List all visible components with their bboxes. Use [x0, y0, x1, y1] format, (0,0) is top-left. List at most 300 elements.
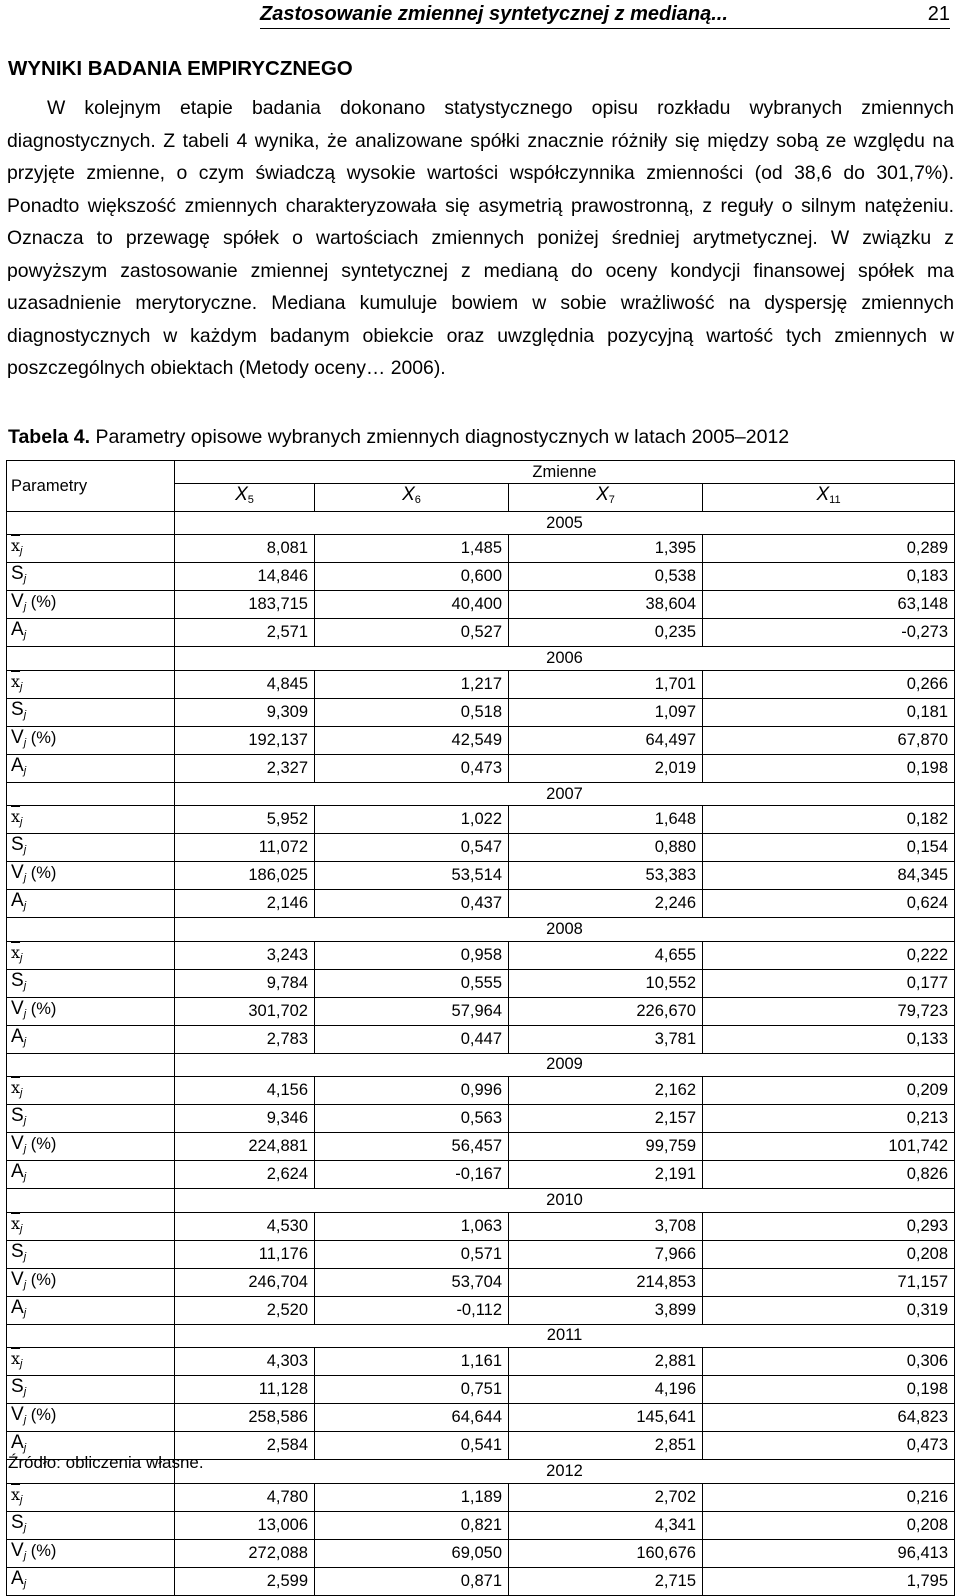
value-cell: 10,552 [509, 969, 703, 997]
table-row [7, 1376, 955, 1404]
param-subscript: j [23, 708, 27, 721]
param-suffix: (%) [26, 1406, 57, 1425]
param-subscript: j [23, 1521, 27, 1534]
value-cell: 2,584 [175, 1432, 315, 1460]
value-cell: 0,182 [703, 806, 955, 834]
param-cell-cv [7, 1133, 175, 1161]
param-subscript: j [23, 844, 27, 857]
param-symbol: A [11, 1025, 24, 1047]
param-subscript: j [20, 545, 23, 558]
param-subscript: j [20, 1493, 23, 1506]
value-cell: 79,723 [703, 997, 955, 1025]
value-cell: 0,198 [703, 1376, 955, 1404]
param-cell-mean [7, 1212, 175, 1240]
year-spacer [7, 1053, 175, 1076]
param-cell-cv [7, 1539, 175, 1567]
value-cell: -0,112 [315, 1296, 509, 1324]
value-cell: 4,156 [175, 1077, 315, 1105]
value-cell: 1,022 [315, 806, 509, 834]
value-cell: 38,604 [509, 591, 703, 619]
param-cell-cv [7, 591, 175, 619]
value-cell: 0,527 [315, 619, 509, 647]
param-subscript: j [20, 1087, 23, 1100]
value-cell: 0,133 [703, 1025, 955, 1053]
value-cell: -0,167 [315, 1161, 509, 1189]
running-title: Zastosowanie zmiennej syntetycznej z medianą... [260, 3, 728, 25]
param-subscript: j [23, 736, 27, 749]
column-subscript: 5 [247, 494, 254, 506]
table-header-row [7, 461, 955, 484]
table-row [7, 941, 955, 969]
param-symbol: S [11, 834, 24, 856]
param-symbol: $\overline{x}$ [11, 1349, 21, 1369]
param-cell-sd [7, 1376, 175, 1404]
year-row [7, 1324, 955, 1347]
param-cell-mean [7, 1348, 175, 1376]
value-cell: 0,473 [703, 1432, 955, 1460]
param-symbol: S [11, 1105, 24, 1127]
value-cell: 0,624 [703, 890, 955, 918]
year-row [7, 782, 955, 805]
param-symbol: V [11, 1404, 24, 1426]
running-header [260, 0, 950, 29]
param-symbol: V [11, 591, 24, 613]
value-cell: 67,870 [703, 726, 955, 754]
value-cell: 192,137 [175, 726, 315, 754]
value-cell: 9,309 [175, 698, 315, 726]
value-cell: 84,345 [703, 862, 955, 890]
column-symbol: X [235, 484, 248, 505]
value-cell: 0,958 [315, 941, 509, 969]
value-cell: 0,208 [703, 1511, 955, 1539]
value-cell: 0,208 [703, 1240, 955, 1268]
value-cell: 160,676 [509, 1539, 703, 1567]
value-cell: 2,520 [175, 1296, 315, 1324]
value-cell: 2,851 [509, 1432, 703, 1460]
value-cell: 0,821 [315, 1511, 509, 1539]
value-cell: 1,063 [315, 1212, 509, 1240]
param-symbol: $\overline{x}$ [11, 536, 21, 556]
param-subscript: j [23, 1414, 27, 1427]
parameters-table [6, 460, 955, 1596]
value-cell: 272,088 [175, 1539, 315, 1567]
param-symbol: $\overline{x}$ [11, 807, 21, 827]
table-row [7, 890, 955, 918]
param-symbol: $\overline{x}$ [11, 1213, 21, 1233]
value-cell: 0,181 [703, 698, 955, 726]
value-cell: 3,899 [509, 1296, 703, 1324]
param-suffix: (%) [26, 864, 57, 883]
value-cell: 2,702 [509, 1483, 703, 1511]
column-subscript: 6 [414, 494, 421, 506]
param-subscript: j [20, 951, 23, 964]
value-cell: 11,128 [175, 1376, 315, 1404]
param-subscript: j [23, 1035, 27, 1048]
param-symbol: $\overline{x}$ [11, 1078, 21, 1098]
value-cell: 2,624 [175, 1161, 315, 1189]
year-spacer [7, 1189, 175, 1212]
value-cell: 64,823 [703, 1404, 955, 1432]
param-symbol: S [11, 563, 24, 585]
param-symbol: V [11, 726, 24, 748]
value-cell: 13,006 [175, 1511, 315, 1539]
table-caption [8, 426, 789, 449]
param-cell-sd [7, 563, 175, 591]
table-row [7, 1105, 955, 1133]
value-cell: 11,176 [175, 1240, 315, 1268]
table-row [7, 1483, 955, 1511]
param-symbol: A [11, 1432, 24, 1454]
column-header-2 [509, 484, 703, 512]
header-variables [175, 461, 955, 484]
param-subscript: j [23, 1306, 27, 1319]
param-cell-sd [7, 698, 175, 726]
value-cell: 2,715 [509, 1567, 703, 1595]
value-cell: 0,235 [509, 619, 703, 647]
column-subscript: 7 [608, 494, 615, 506]
value-cell: 8,081 [175, 535, 315, 563]
param-subscript: j [23, 1171, 27, 1184]
param-suffix: (%) [26, 999, 57, 1018]
value-cell: 2,783 [175, 1025, 315, 1053]
table-row [7, 754, 955, 782]
year-row [7, 918, 955, 941]
param-subscript: j [23, 1007, 27, 1020]
value-cell: 186,025 [175, 862, 315, 890]
value-cell: 4,845 [175, 670, 315, 698]
param-cell-skew [7, 1025, 175, 1053]
param-subscript: j [23, 601, 27, 614]
body-paragraph [7, 92, 954, 385]
value-cell: 0,293 [703, 1212, 955, 1240]
value-cell: 0,216 [703, 1483, 955, 1511]
table-row [7, 563, 955, 591]
param-symbol: S [11, 1240, 24, 1262]
param-cell-sd [7, 1105, 175, 1133]
table-row [7, 698, 955, 726]
value-cell: 0,213 [703, 1105, 955, 1133]
param-symbol: $\overline{x}$ [11, 942, 21, 962]
value-cell: 2,571 [175, 619, 315, 647]
value-cell: 2,191 [509, 1161, 703, 1189]
table-row [7, 1240, 955, 1268]
value-cell: 246,704 [175, 1268, 315, 1296]
value-cell: 0,518 [315, 698, 509, 726]
param-cell-cv [7, 726, 175, 754]
param-cell-cv [7, 862, 175, 890]
param-symbol: A [11, 1161, 24, 1183]
param-subscript: j [23, 1143, 27, 1156]
value-cell: 0,209 [703, 1077, 955, 1105]
table-row [7, 1511, 955, 1539]
value-cell: 3,243 [175, 941, 315, 969]
value-cell: 301,702 [175, 997, 315, 1025]
table-row [7, 670, 955, 698]
param-subscript: j [23, 1386, 27, 1399]
value-cell: 11,072 [175, 834, 315, 862]
column-symbol: X [816, 484, 830, 505]
value-cell: 1,189 [315, 1483, 509, 1511]
value-cell: 2,162 [509, 1077, 703, 1105]
value-cell: 0,198 [703, 754, 955, 782]
value-cell: 0,319 [703, 1296, 955, 1324]
value-cell: 0,154 [703, 834, 955, 862]
year-label: 2006 [175, 647, 955, 670]
param-subscript: j [23, 629, 27, 642]
year-label: 2010 [175, 1189, 955, 1212]
value-cell: 69,050 [315, 1539, 509, 1567]
value-cell: 1,217 [315, 670, 509, 698]
section-heading: WYNIKI BADANIA EMPIRYCZNEGO [8, 57, 353, 80]
param-cell-cv [7, 1268, 175, 1296]
year-spacer [7, 1324, 175, 1347]
year-label: 2007 [175, 782, 955, 805]
param-subscript: j [23, 573, 27, 586]
value-cell: 4,530 [175, 1212, 315, 1240]
year-label: 2008 [175, 918, 955, 941]
param-symbol: A [11, 619, 24, 641]
column-header-3 [703, 484, 955, 512]
year-row [7, 647, 955, 670]
param-subscript: j [23, 979, 27, 992]
param-cell-cv [7, 997, 175, 1025]
year-label: 2005 [175, 512, 955, 535]
value-cell: 1,097 [509, 698, 703, 726]
value-cell: 2,246 [509, 890, 703, 918]
param-cell-mean [7, 941, 175, 969]
year-spacer [7, 918, 175, 941]
value-cell: 42,549 [315, 726, 509, 754]
value-cell: 9,784 [175, 969, 315, 997]
param-subscript: j [20, 816, 23, 829]
source-note: Źródło: obliczenia własne. [8, 1453, 204, 1472]
param-subscript: j [23, 1278, 27, 1291]
param-subscript: j [20, 1358, 23, 1371]
param-subscript: j [23, 764, 27, 777]
param-cell-skew [7, 1161, 175, 1189]
value-cell: 57,964 [315, 997, 509, 1025]
param-subscript: j [23, 900, 27, 913]
value-cell: 53,514 [315, 862, 509, 890]
year-label: 2012 [175, 1460, 955, 1483]
value-cell: 0,996 [315, 1077, 509, 1105]
param-cell-mean [7, 1077, 175, 1105]
value-cell: 0,222 [703, 941, 955, 969]
table-row [7, 591, 955, 619]
param-symbol: V [11, 997, 24, 1019]
column-header-1 [315, 484, 509, 512]
value-cell: 64,644 [315, 1404, 509, 1432]
param-symbol: A [11, 890, 24, 912]
value-cell: 0,183 [703, 563, 955, 591]
param-cell-sd [7, 969, 175, 997]
param-suffix: (%) [26, 1270, 57, 1289]
value-cell: 4,655 [509, 941, 703, 969]
value-cell: 0,555 [315, 969, 509, 997]
param-cell-mean [7, 670, 175, 698]
param-cell-mean [7, 1483, 175, 1511]
table-row [7, 726, 955, 754]
param-symbol: V [11, 1133, 24, 1155]
param-symbol: S [11, 1511, 24, 1533]
value-cell: 0,547 [315, 834, 509, 862]
value-cell: 1,161 [315, 1348, 509, 1376]
value-cell: 64,497 [509, 726, 703, 754]
column-symbol: X [402, 484, 415, 505]
value-cell: 40,400 [315, 591, 509, 619]
page-number: 21 [927, 3, 950, 25]
param-subscript: j [23, 1549, 27, 1562]
value-cell: 2,881 [509, 1348, 703, 1376]
value-cell: 4,196 [509, 1376, 703, 1404]
param-symbol: V [11, 1539, 24, 1561]
table-row [7, 862, 955, 890]
table-row [7, 1539, 955, 1567]
value-cell: 145,641 [509, 1404, 703, 1432]
value-cell: 0,177 [703, 969, 955, 997]
param-symbol: S [11, 1376, 24, 1398]
param-suffix: (%) [26, 593, 57, 612]
table-row [7, 535, 955, 563]
table-row [7, 1296, 955, 1324]
value-cell: 101,742 [703, 1133, 955, 1161]
value-cell: 2,019 [509, 754, 703, 782]
param-symbol: A [11, 754, 24, 776]
table-row [7, 1161, 955, 1189]
param-subscript: j [23, 1442, 27, 1455]
header-parameters [7, 461, 175, 512]
table-row [7, 1268, 955, 1296]
table-row [7, 1133, 955, 1161]
paragraph-text: W kolejnym etapie badania dokonano statystycznego opisu rozkładu wybranych zmiennych diagnostycznych. Z tabeli 4 wynika, że analizowane spółki znacznie różniły się między sobą ze względu na przyjęte zmienne, o czym świadczą wysokie wartości współczynnika zmienności (od 38,6 do 301,7%). Ponadto większość zmiennych charakteryzowała się asymetrią prawostronną, z reguły o silnym natężeniu. Oznacza to przewagę spółek o wartościach zmiennych poniżej średniej arytmetycznej. W związku z powyższym zastosowanie zmiennej syntetycznej z medianą do oceny kondycji finansowej spółek ma uzasadnienie merytoryczne. Mediana kumuluje bowiem w sobie wrażliwość na dyspersję zmiennych diagnostycznych w każdym badanym obiekcie oraz uwzględnia pozycyjną wartość tych zmiennych w poszczególnych obiektach (Metody oceny… 2006). [7, 97, 954, 379]
param-subscript: j [23, 872, 27, 885]
param-symbol: S [11, 698, 24, 720]
year-spacer [7, 647, 175, 670]
year-label: 2011 [175, 1324, 955, 1347]
value-cell: 2,146 [175, 890, 315, 918]
value-cell: 4,780 [175, 1483, 315, 1511]
value-cell: 53,383 [509, 862, 703, 890]
param-cell-mean [7, 806, 175, 834]
year-spacer [7, 782, 175, 805]
value-cell: 5,952 [175, 806, 315, 834]
param-symbol: S [11, 969, 24, 991]
table-row [7, 1348, 955, 1376]
table-row [7, 1567, 955, 1595]
value-cell: 9,346 [175, 1105, 315, 1133]
value-cell: 2,599 [175, 1567, 315, 1595]
column-header-0 [175, 484, 315, 512]
param-cell-mean [7, 535, 175, 563]
year-label: 2009 [175, 1053, 955, 1076]
value-cell: 0,447 [315, 1025, 509, 1053]
value-cell: 56,457 [315, 1133, 509, 1161]
table-caption-text: Parametry opisowe wybranych zmiennych diagnostycznych w latach 2005‒2012 [95, 426, 790, 448]
param-subscript: j [20, 680, 23, 693]
value-cell: 0,437 [315, 890, 509, 918]
value-cell: 0,600 [315, 563, 509, 591]
param-symbol: A [11, 1296, 24, 1318]
param-symbol: V [11, 862, 24, 884]
value-cell: 7,966 [509, 1240, 703, 1268]
value-cell: 3,708 [509, 1212, 703, 1240]
table-row [7, 1025, 955, 1053]
value-cell: 1,395 [509, 535, 703, 563]
param-cell-cv [7, 1404, 175, 1432]
param-cell-skew [7, 890, 175, 918]
param-symbol: $\overline{x}$ [11, 671, 21, 691]
year-row [7, 1189, 955, 1212]
value-cell: 0,826 [703, 1161, 955, 1189]
value-cell: 0,871 [315, 1567, 509, 1595]
value-cell: 4,341 [509, 1511, 703, 1539]
param-symbol: A [11, 1567, 24, 1589]
table-row [7, 619, 955, 647]
year-spacer [7, 512, 175, 535]
value-cell: 0,751 [315, 1376, 509, 1404]
table-row [7, 806, 955, 834]
table-row [7, 969, 955, 997]
value-cell: 4,303 [175, 1348, 315, 1376]
param-suffix: (%) [26, 1135, 57, 1154]
value-cell: -0,273 [703, 619, 955, 647]
param-subscript: j [23, 1115, 27, 1128]
value-cell: 0,880 [509, 834, 703, 862]
value-cell: 3,781 [509, 1025, 703, 1053]
param-subscript: j [23, 1577, 27, 1590]
param-subscript: j [23, 1250, 27, 1263]
param-cell-sd [7, 834, 175, 862]
value-cell: 1,648 [509, 806, 703, 834]
column-subscript: 11 [829, 494, 841, 506]
value-cell: 96,413 [703, 1539, 955, 1567]
param-cell-sd [7, 1511, 175, 1539]
value-cell: 0,289 [703, 535, 955, 563]
param-symbol: V [11, 1268, 24, 1290]
value-cell: 14,846 [175, 563, 315, 591]
value-cell: 63,148 [703, 591, 955, 619]
param-cell-sd [7, 1240, 175, 1268]
value-cell: 183,715 [175, 591, 315, 619]
value-cell: 258,586 [175, 1404, 315, 1432]
table-row [7, 1212, 955, 1240]
table-row [7, 834, 955, 862]
header-variables-label: Zmienne [532, 462, 597, 481]
param-cell-skew [7, 619, 175, 647]
value-cell: 2,157 [509, 1105, 703, 1133]
column-symbol: X [596, 484, 609, 505]
header-parameters-label: Parametry [11, 476, 88, 495]
table-caption-label: Tabela 4. [8, 426, 91, 448]
param-symbol: $\overline{x}$ [11, 1484, 21, 1504]
param-cell-skew [7, 754, 175, 782]
value-cell: 0,538 [509, 563, 703, 591]
value-cell: 224,881 [175, 1133, 315, 1161]
value-cell: 0,306 [703, 1348, 955, 1376]
table-body [7, 461, 955, 1596]
table-row [7, 1077, 955, 1105]
value-cell: 1,701 [509, 670, 703, 698]
value-cell: 2,327 [175, 754, 315, 782]
value-cell: 71,157 [703, 1268, 955, 1296]
param-cell-skew [7, 1567, 175, 1595]
value-cell: 1,795 [703, 1567, 955, 1595]
value-cell: 214,853 [509, 1268, 703, 1296]
value-cell: 0,266 [703, 670, 955, 698]
value-cell: 99,759 [509, 1133, 703, 1161]
year-row [7, 1053, 955, 1076]
value-cell: 226,670 [509, 997, 703, 1025]
